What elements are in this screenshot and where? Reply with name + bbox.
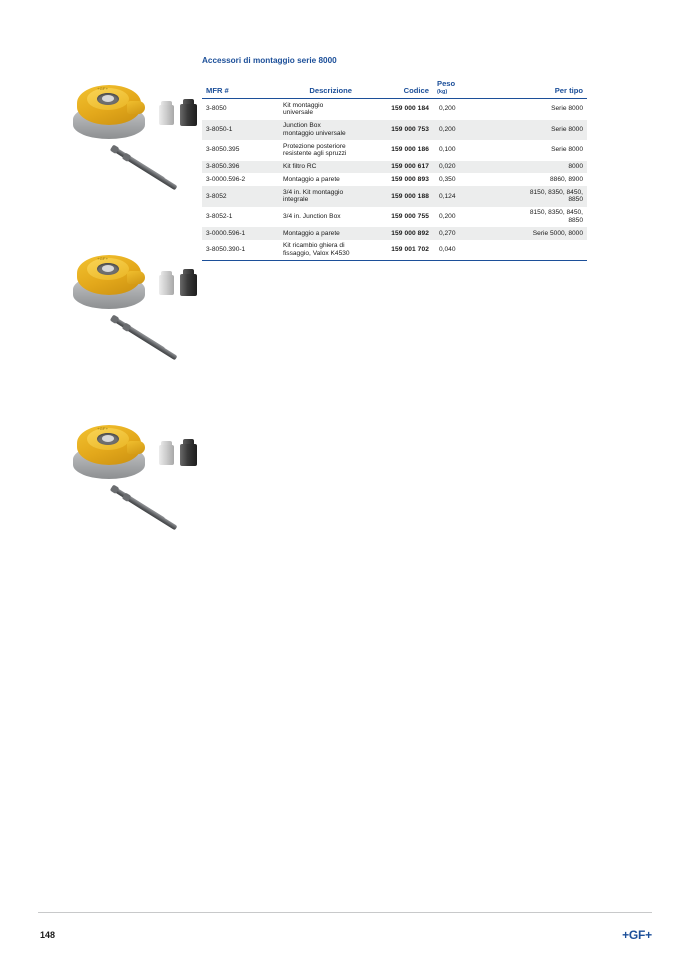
cell-weight: 0,200 — [439, 213, 456, 221]
accessories-table — [202, 79, 587, 261]
cell-weight: 0,020 — [433, 161, 510, 174]
column-header-weight-unit: (kg) — [437, 89, 448, 95]
cell-description: Kit ricambio ghiera di fissaggio, Valox K4530 — [279, 240, 356, 261]
table-row — [202, 207, 587, 228]
connector-body — [180, 444, 197, 466]
cell-mfr: 3-0000.596-1 — [202, 227, 279, 240]
cell-mfr: 3-8050.390-1 — [202, 240, 279, 261]
cell-weight: 0,270 — [433, 227, 510, 240]
content-area — [202, 56, 587, 261]
connector-body — [180, 274, 197, 296]
cell-weight: 0,100 — [439, 146, 456, 154]
gland-body — [159, 445, 174, 465]
cell-mfr: 3-8052 — [202, 186, 279, 207]
table-row — [202, 186, 587, 207]
cell-mfr: 3-8050.395 — [206, 146, 240, 154]
cell-code: 159 000 617 — [356, 161, 433, 174]
cell-weight: 0,350 — [439, 175, 456, 183]
column-header-weight-label: Peso — [437, 79, 456, 88]
cell-code: 159 000 892 — [356, 227, 433, 240]
cell-code: 159 000 893 — [391, 175, 429, 183]
cell-mfr: 3-8050 — [206, 105, 227, 113]
cell-mfr: 3-8050-1 — [202, 120, 279, 141]
sensor-logo: +GF+ — [97, 426, 109, 431]
cell-weight: 0,124 — [433, 186, 510, 207]
table-row — [202, 173, 587, 186]
sensor-tab — [127, 271, 145, 284]
cell-type: 8860, 8900 — [549, 175, 583, 183]
column-header-code: Codice — [356, 79, 433, 99]
cell-type: 8150, 8350, 8450, 8850 — [510, 186, 587, 207]
cell-description: Protezione posteriore resistente agli spruzzi — [283, 142, 347, 158]
cell-mfr: 3-0000.596-2 — [206, 175, 246, 183]
screws-illustration — [113, 483, 183, 525]
flow-sensor-illustration — [73, 253, 145, 311]
cell-description: Kit montaggio universale — [283, 101, 324, 117]
screw — [126, 325, 178, 360]
table-row — [202, 140, 587, 161]
connector-body — [180, 104, 197, 126]
cell-type: Serie 8000 — [551, 146, 583, 154]
table-body — [202, 99, 587, 261]
table-row — [202, 99, 587, 120]
flow-sensor-illustration — [73, 423, 145, 481]
column-header-weight — [433, 79, 510, 99]
cell-weight: 0,200 — [433, 120, 510, 141]
section-title: Accessori di montaggio serie 8000 — [202, 56, 337, 65]
table-row — [202, 161, 587, 174]
gland-body — [159, 105, 174, 125]
black-connector-illustration — [180, 439, 197, 467]
product-image-column — [55, 75, 190, 585]
gland-body — [159, 275, 174, 295]
cell-type: Serie 5000, 8000 — [510, 227, 587, 240]
cell-code: 159 000 186 — [391, 146, 429, 154]
sensor-aperture-inner — [102, 95, 114, 102]
sensor-aperture-inner — [102, 265, 114, 272]
cell-type: 8000 — [510, 161, 587, 174]
black-connector-illustration — [180, 269, 197, 297]
cell-mfr: 3-8052-1 — [206, 213, 233, 221]
cell-code: 159 000 753 — [356, 120, 433, 141]
table-row — [202, 120, 587, 141]
sensor-tab — [127, 101, 145, 114]
product-figure — [55, 75, 190, 200]
cell-code: 159 000 188 — [356, 186, 433, 207]
cell-description: Montaggio a parete — [279, 227, 356, 240]
product-figure — [55, 245, 190, 370]
table-row — [202, 240, 587, 261]
cell-type — [510, 240, 587, 261]
cell-type: Serie 8000 — [510, 120, 587, 141]
cell-description: Kit filtro RC — [279, 161, 356, 174]
black-connector-illustration — [180, 99, 197, 127]
cell-description: 3/4 in. Junction Box — [283, 213, 341, 221]
cable-gland-illustration — [159, 271, 174, 297]
cell-weight: 0,040 — [433, 240, 510, 261]
screw — [126, 155, 178, 190]
flow-sensor-illustration — [73, 83, 145, 141]
sensor-logo: +GF+ — [97, 86, 109, 91]
cell-code: 159 000 184 — [391, 105, 429, 113]
footer-divider — [38, 912, 652, 913]
product-figure — [55, 415, 190, 540]
cell-description: 3/4 in. Kit montaggio integrale — [279, 186, 356, 207]
cable-gland-illustration — [159, 101, 174, 127]
cable-gland-illustration — [159, 441, 174, 467]
cell-description: Montaggio a parete — [283, 175, 340, 183]
sensor-logo: +GF+ — [97, 256, 109, 261]
screw — [126, 495, 178, 530]
sensor-tab — [127, 441, 145, 454]
cell-code: 159 001 702 — [356, 240, 433, 261]
column-header-description: Descrizione — [279, 79, 356, 99]
cell-mfr: 3-8050.396 — [202, 161, 279, 174]
cell-description: Junction Box montaggio universale — [279, 120, 356, 141]
cell-weight: 0,200 — [439, 105, 456, 113]
screws-illustration — [113, 313, 183, 355]
column-header-type: Per tipo — [510, 79, 587, 99]
page-number: 148 — [40, 930, 56, 940]
brand-logo: +GF+ — [622, 928, 652, 942]
column-header-mfr: MFR # — [202, 79, 279, 99]
table-row — [202, 227, 587, 240]
cell-type: 8150, 8350, 8450, 8850 — [529, 209, 583, 224]
table-header-row — [202, 79, 587, 99]
sensor-aperture-inner — [102, 435, 114, 442]
cell-code: 159 000 755 — [391, 213, 429, 221]
cell-type: Serie 8000 — [551, 105, 583, 113]
screws-illustration — [113, 143, 183, 185]
